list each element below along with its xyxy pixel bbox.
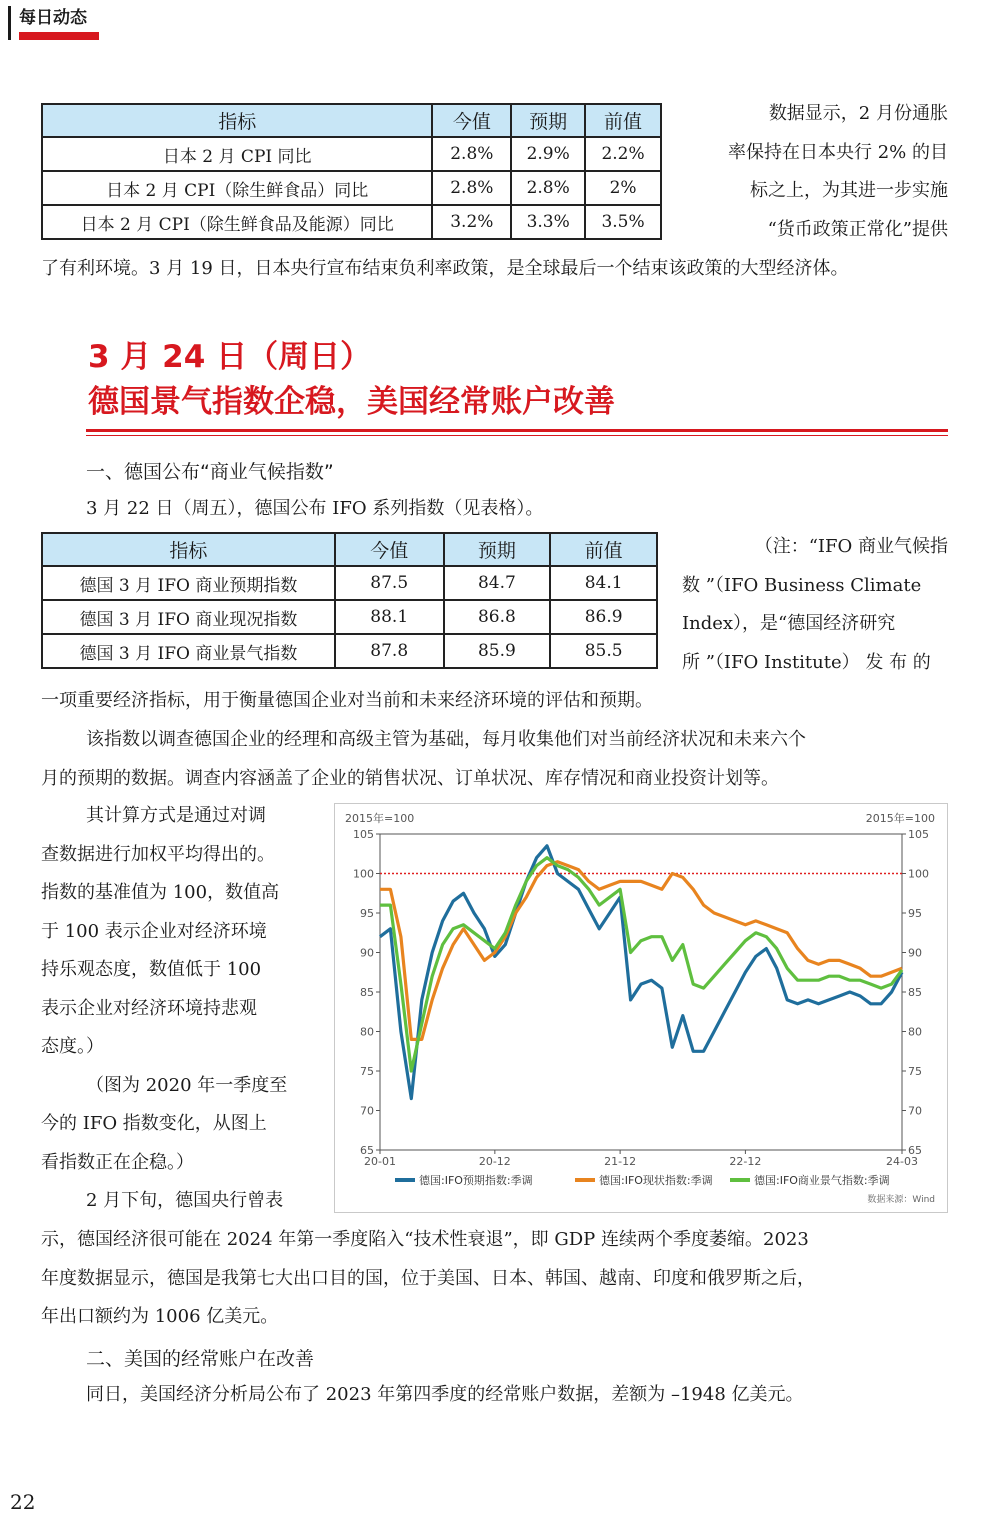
col-header: 今值 bbox=[335, 533, 444, 566]
table-cell: 日本 2 月 CPI 同比 bbox=[42, 137, 432, 171]
text-line: 持乐观态度，数值低于 100 bbox=[41, 959, 262, 980]
y-tick-label-right: 95 bbox=[908, 907, 922, 920]
x-tick-label: 20-01 bbox=[364, 1155, 396, 1168]
text-line: 标之上，为其进一步实施 bbox=[750, 180, 948, 201]
ifo-note-cont: 一项重要经济指标，用于衡量德国企业对当前和未来经济环境的评估和预期。 bbox=[41, 690, 653, 711]
y-tick-label-right: 80 bbox=[908, 1025, 922, 1039]
y-tick-label-right: 105 bbox=[908, 828, 929, 841]
article-title: 德国景气指数企稳，美国经常账户改善 bbox=[88, 384, 615, 420]
ifo-line-chart bbox=[335, 804, 947, 1212]
table-row bbox=[42, 171, 661, 205]
legend-label: 德国:IFO预期指数:季调 bbox=[419, 1174, 533, 1187]
table-cell: 3.2% bbox=[432, 205, 511, 239]
japan-cpi-table bbox=[41, 103, 662, 240]
text-line: 指数的基准值为 100，数值高 bbox=[41, 882, 280, 903]
text-line: （注：“IFO 商业气候指 bbox=[754, 536, 948, 557]
y-tick-label-right: 70 bbox=[908, 1104, 922, 1118]
section2-text: 同日，美国经济分析局公布了 2023 年第四季度的经常账户数据，差额为 –1948 亿美元。 bbox=[86, 1384, 804, 1405]
table-cell: 德国 3 月 IFO 商业预期指数 bbox=[42, 566, 335, 600]
table-cell: 3.5% bbox=[585, 205, 661, 239]
text-line: 态度。） bbox=[41, 1036, 104, 1057]
section-accent-bar bbox=[19, 32, 99, 40]
text-line: “货币政策正常化”提供 bbox=[767, 218, 948, 240]
section2-heading: 二、美国的经常账户在改善 bbox=[86, 1348, 315, 1370]
table-cell: 德国 3 月 IFO 商业景气指数 bbox=[42, 634, 335, 668]
y-axis-label-right: 2015年=100 bbox=[865, 812, 935, 825]
y-tick-label-right: 75 bbox=[908, 1065, 922, 1078]
table-cell: 87.5 bbox=[335, 566, 444, 600]
series-line-3 bbox=[380, 858, 902, 1071]
legend-label: 德国:IFO商业景气指数:季调 bbox=[754, 1174, 890, 1187]
table-row bbox=[42, 137, 661, 171]
col-header: 预期 bbox=[511, 104, 585, 137]
table-cell: 日本 2 月 CPI（除生鲜食品及能源）同比 bbox=[42, 205, 432, 239]
y-tick-label-right: 90 bbox=[908, 946, 922, 960]
page-number: 22 bbox=[10, 1490, 36, 1514]
y-tick-label-left: 85 bbox=[360, 986, 374, 999]
y-axis-label-left: 2015年=100 bbox=[345, 812, 415, 825]
table-cell: 2.8% bbox=[432, 137, 511, 171]
text-line: 看指数正在企稳。） bbox=[41, 1151, 194, 1173]
table-cell: 2% bbox=[585, 171, 661, 205]
table-cell: 88.1 bbox=[335, 600, 444, 634]
text-line: 率保持在日本央行 2% 的目 bbox=[728, 141, 948, 163]
text-line: 年出口额约为 1006 亿美元。 bbox=[41, 1306, 279, 1327]
x-tick-label: 22-12 bbox=[729, 1155, 762, 1168]
table-cell: 86.8 bbox=[444, 600, 551, 634]
y-tick-label-left: 75 bbox=[360, 1065, 374, 1078]
text-line: （图为 2020 年一季度至 bbox=[86, 1074, 288, 1096]
x-tick-label: 24-03 bbox=[886, 1155, 918, 1168]
left-column-text bbox=[41, 797, 311, 1221]
table-cell: 84.7 bbox=[444, 566, 551, 600]
text-line: 年度数据显示，德国是我第七大出口目的国，位于美国、日本、韩国、越南、印度和俄罗斯之后， bbox=[41, 1267, 815, 1289]
text-line: Index），是“德国经济研究 bbox=[682, 613, 896, 634]
ifo-table bbox=[41, 532, 658, 669]
legend-label: 德国:IFO现状指数:季调 bbox=[599, 1174, 713, 1187]
title-rule bbox=[86, 429, 948, 432]
y-tick-label-left: 70 bbox=[360, 1104, 374, 1118]
table-row bbox=[42, 566, 657, 600]
section-title: 每日动态 bbox=[19, 8, 87, 28]
y-tick-label-right: 65 bbox=[908, 1144, 922, 1157]
table-cell: 84.1 bbox=[550, 566, 657, 600]
ifo-note-side bbox=[682, 528, 948, 682]
table-cell: 2.8% bbox=[432, 171, 511, 205]
table-cell: 日本 2 月 CPI（除生鲜食品）同比 bbox=[42, 171, 432, 205]
col-header: 前值 bbox=[585, 104, 661, 137]
table-cell: 2.9% bbox=[511, 137, 585, 171]
text-line: 查数据进行加权平均得出的。 bbox=[41, 843, 275, 865]
ifo-chart bbox=[334, 803, 948, 1213]
text-line: 2 月下旬，德国央行曾表 bbox=[86, 1190, 284, 1211]
col-header: 预期 bbox=[444, 533, 551, 566]
table-row bbox=[42, 600, 657, 634]
x-tick-label: 20-12 bbox=[478, 1155, 511, 1168]
text-line: 月的预期的数据。调查内容涵盖了企业的销售状况、订单状况、库存情况和商业投资计划等。 bbox=[41, 767, 779, 789]
text-line: 数据显示，2 月份通胀 bbox=[768, 103, 948, 124]
recession-paragraph bbox=[41, 1221, 951, 1337]
text-line: 今的 IFO 指数变化，从图上 bbox=[41, 1113, 267, 1134]
chart-source: 数据来源：Wind bbox=[867, 1195, 935, 1205]
table-row bbox=[42, 634, 657, 668]
text-line: 其计算方式是通过对调 bbox=[86, 805, 266, 826]
section-tag bbox=[8, 6, 99, 40]
col-header: 前值 bbox=[550, 533, 657, 566]
y-tick-label-right: 100 bbox=[908, 867, 929, 881]
table-cell: 德国 3 月 IFO 商业现况指数 bbox=[42, 600, 335, 634]
y-tick-label-right: 85 bbox=[908, 986, 922, 999]
title-rule-thin bbox=[86, 435, 948, 436]
text-line: 于 100 表示企业对经济环境 bbox=[41, 920, 267, 942]
y-tick-label-left: 100 bbox=[353, 867, 374, 881]
table-header-row bbox=[42, 104, 661, 137]
col-header: 指标 bbox=[42, 533, 335, 566]
text-line: 示，德国经济很可能在 2024 年第一季度陷入“技术性衰退”，即 GDP 连续两个季度萎缩。2023 bbox=[41, 1229, 809, 1250]
x-tick-label: 21-12 bbox=[604, 1155, 637, 1168]
section1-intro: 3 月 22 日（周五），德国公布 IFO 系列指数（见表格）。 bbox=[86, 498, 544, 519]
table-cell: 86.9 bbox=[550, 600, 657, 634]
table-cell: 85.5 bbox=[550, 634, 657, 668]
article-date: 3 月 24 日（周日） bbox=[88, 339, 372, 375]
table-cell: 2.8% bbox=[511, 171, 585, 205]
japan-paragraph-cont: 了有利环境。3 月 19 日，日本央行宣布结束负利率政策，是全球最后一个结束该政策的大型经济体。 bbox=[41, 258, 849, 279]
y-tick-label-left: 105 bbox=[353, 828, 374, 841]
col-header: 指标 bbox=[42, 104, 432, 137]
series-line-2 bbox=[380, 862, 902, 1040]
series-line-1 bbox=[380, 846, 902, 1099]
table-row bbox=[42, 205, 661, 239]
table-cell: 87.8 bbox=[335, 634, 444, 668]
col-header: 今值 bbox=[432, 104, 511, 137]
y-tick-label-left: 80 bbox=[360, 1025, 374, 1039]
text-line: 表示企业对经济环境持悲观 bbox=[41, 997, 257, 1019]
table-header-row bbox=[42, 533, 657, 566]
text-line: 数 ”（IFO Business Climate bbox=[682, 574, 922, 596]
table-cell: 3.3% bbox=[511, 205, 585, 239]
section1-heading: 一、德国公布“商业气候指数” bbox=[86, 461, 334, 483]
survey-paragraph bbox=[41, 721, 951, 798]
text-line: 该指数以调查德国企业的经理和高级主管为基础，每月收集他们对当前经济状况和未来六个 bbox=[86, 729, 806, 750]
table-cell: 85.9 bbox=[444, 634, 551, 668]
japan-side-text bbox=[690, 95, 948, 249]
y-tick-label-left: 95 bbox=[360, 907, 374, 920]
y-tick-label-left: 65 bbox=[360, 1144, 374, 1157]
y-tick-label-left: 90 bbox=[360, 946, 374, 960]
text-line: 所 ”（IFO Institute） 发 布 的 bbox=[682, 651, 931, 673]
table-cell: 2.2% bbox=[585, 137, 661, 171]
